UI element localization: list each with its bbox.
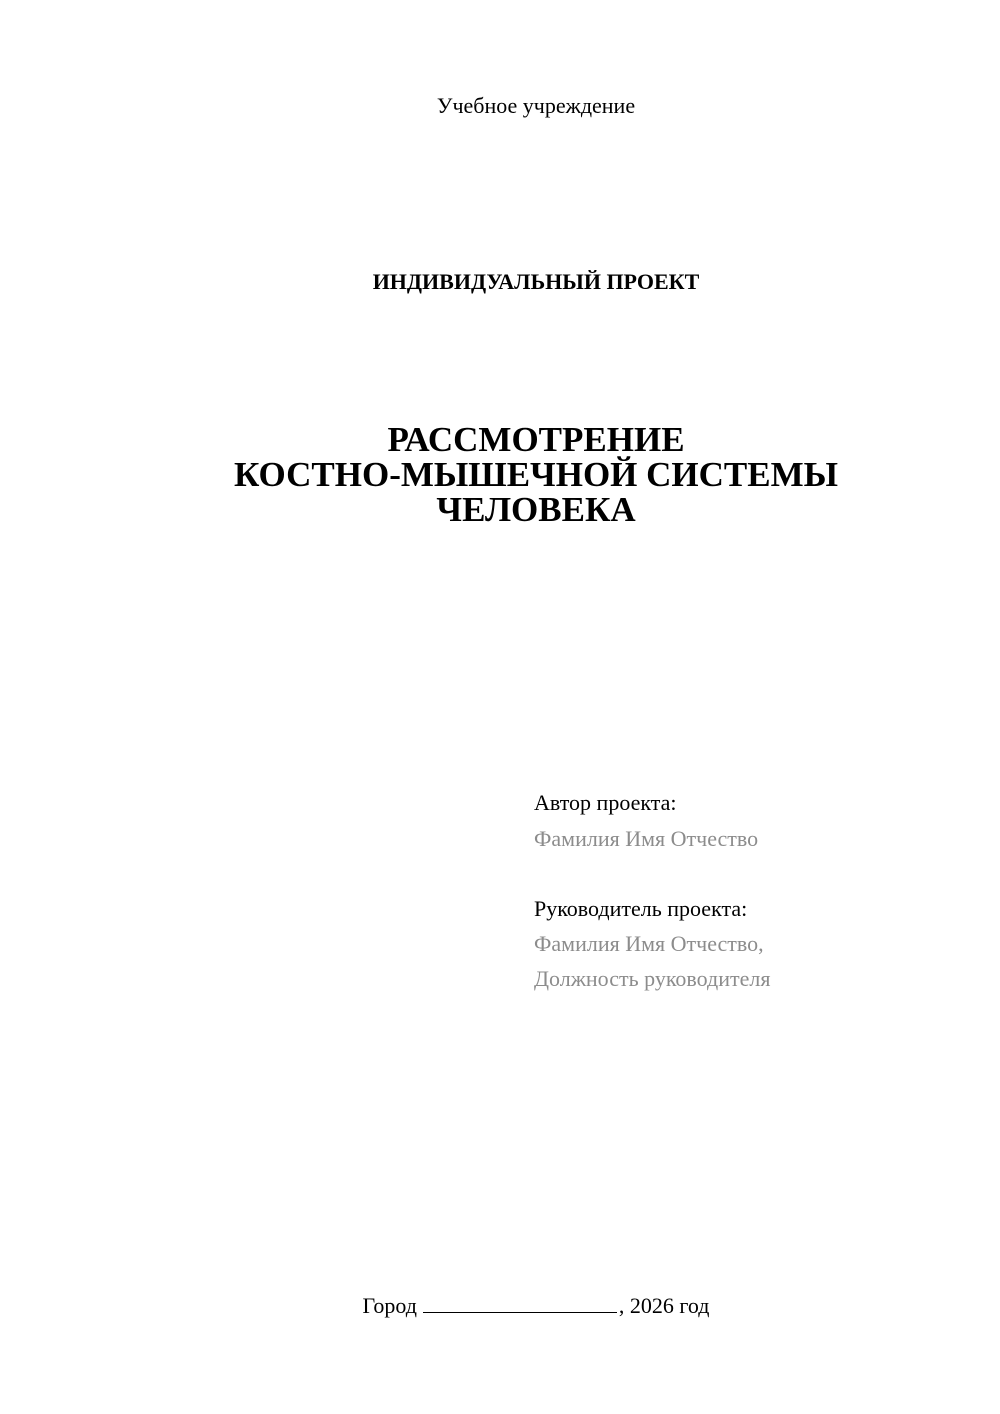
year-text: , 2026 год [618, 1293, 710, 1318]
author-name-placeholder: Фамилия Имя Отчество [534, 826, 759, 851]
city-year-line [0, 1292, 1000, 1320]
project-type-heading: ИНДИВИДУАЛЬНЫЙ ПРОЕКТ [372, 269, 700, 294]
supervisor-label: Руководитель проекта: [534, 896, 748, 921]
project-title-line-3: ЧЕЛОВЕКА [436, 490, 636, 529]
supervisor-name-placeholder: Фамилия Имя Отчество, [534, 931, 764, 956]
city-label: Город [362, 1293, 417, 1318]
institution-name: Учебное учреждение [436, 93, 636, 118]
project-title [0, 422, 1000, 527]
supervisor-position-placeholder: Должность руководителя [534, 966, 771, 991]
project-title-line-1: РАССМОТРЕНИЕ [387, 420, 685, 459]
project-title-line-2: КОСТНО-МЫШЕЧНОЙ СИСТЕМЫ [233, 455, 839, 494]
city-blank-underline [423, 1292, 617, 1313]
author-label: Автор проекта: [534, 790, 677, 815]
